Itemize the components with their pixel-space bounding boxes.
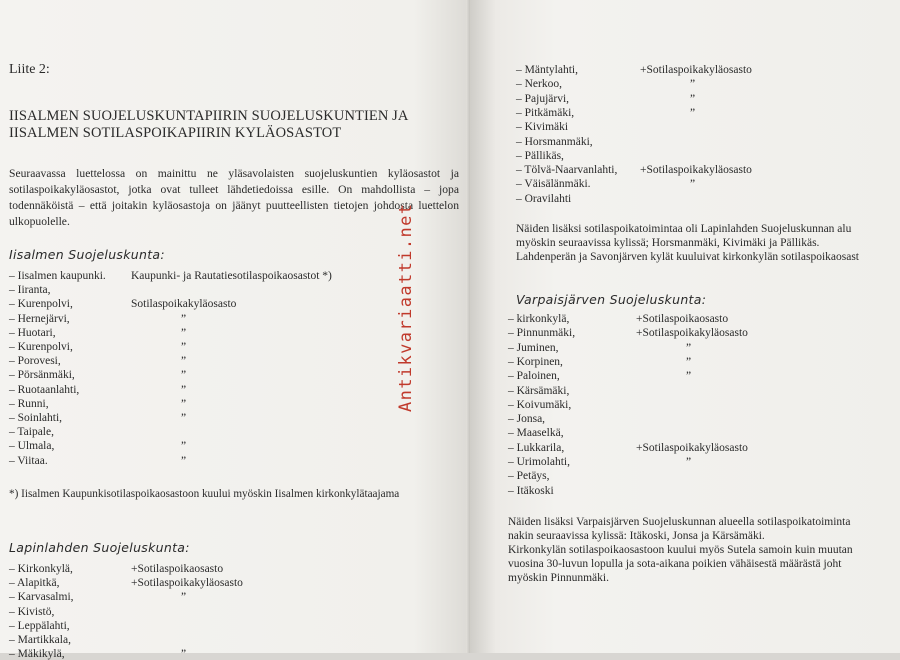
village-section-type: ” (181, 369, 187, 382)
village-name: – Juminen, (508, 341, 559, 354)
village-section-type: +Sotilaspoikakyläosasto (640, 164, 752, 177)
lapinlahti-heading: Lapinlahden Suojeluskunta: (9, 540, 190, 555)
village-name: – Kurenpolvi, (9, 298, 73, 311)
village-name: – Hernejärvi, (9, 312, 70, 325)
footnote: *) Iisalmen Kaupunkisotilaspoikaosastoon kuului myöskin Iisalmen kirkonkylätaajama (9, 488, 400, 500)
village-name: – Oravilahti (516, 192, 572, 205)
village-name: – Väisälänmäki. (516, 178, 591, 191)
paragraph-line: Näiden lisäksi Varpaisjärven Suojeluskunnan alueella sotilaspoikatoiminta (508, 516, 851, 528)
paragraph-line: myöskin Pinnunmäki. (508, 572, 609, 584)
village-section-type: ” (686, 370, 692, 383)
village-name: – Urimolahti, (508, 456, 570, 468)
intro-paragraph: Seuraavassa luettelossa on mainittu ne yläsavolaisten suojeluskuntien kyläosastot ja sotilaspoikakyläosastot, jotka ovat tulleet lähdetiedoissa esille. On mahdollista – jopa todennäköistä – että joitakin kyläosastoja on jäänyt puutteellisten tietojen johdosta luettelon ulkopuolelle. (9, 167, 459, 228)
paragraph-line: vuosina 30-luvun lopulla ja sota-aikana poikien vähäisestä määrästä joht (508, 558, 842, 570)
page-title (9, 108, 408, 142)
village-name: – Itäkoski (508, 484, 554, 497)
village-section-type: ” (686, 341, 692, 354)
village-section-type: ” (181, 326, 187, 339)
village-section-type: +Sotilaspoikakyläosasto (640, 64, 752, 76)
village-section-type: Kaupunki- ja Rautatiesotilaspoikaosastot *) (131, 270, 332, 282)
village-section-type: +Sotilaspoikakyläosasto (636, 441, 748, 454)
paragraph-line: Kirkonkylän sotilaspoikaosastoon kuului myös Sutela samoin kuin muutan (508, 544, 853, 556)
village-name: – Jonsa, (508, 413, 546, 426)
village-name: – Martikkala, (9, 634, 71, 646)
village-name: – kirkonkylä, (508, 313, 570, 325)
title-line-2: IISALMEN SOTILASPOIKAPIIRIN KYLÄOSASTOT (9, 125, 342, 141)
village-section-type: ” (686, 456, 692, 468)
paragraph-line: myöskin seuraavissa kylissä; Horsmanmäki, Kivimäki ja Pällikäs. (516, 237, 820, 249)
village-name: – Ulmala, (9, 440, 55, 453)
village-section-type: ” (686, 355, 692, 368)
village-section-type: ” (181, 412, 187, 424)
village-name: – Tölvä-Naarvanlahti, (516, 164, 618, 177)
village-name: – Korpinen, (508, 355, 563, 368)
village-section-type: +Sotilaspoikakyläosasto (636, 327, 748, 340)
village-name: – Petäys, (508, 470, 550, 483)
village-name: – Koivumäki, (508, 398, 572, 411)
village-name: – Pinnunmäki, (508, 327, 576, 340)
village-name: – Soinlahti, (9, 412, 63, 424)
village-section-type: ” (181, 341, 187, 353)
village-section-type: +Sotilaspoikakyläosasto (131, 577, 243, 590)
village-name: – Pajujärvi, (516, 92, 570, 105)
village-name: – Karvasalmi, (9, 591, 74, 604)
village-name: – Iiranta, (9, 284, 51, 297)
village-name: – Pörsänmäki, (9, 369, 75, 382)
village-section-type: ” (181, 397, 187, 410)
varpaisjarvi-extra-paragraph (508, 515, 853, 585)
village-name: – Porovesi, (9, 355, 61, 368)
village-section-type: +Sotilaspoikaosasto (131, 563, 224, 575)
village-name: – Mäntylahti, (516, 64, 578, 76)
village-name: – Alapitkä, (9, 577, 60, 590)
village-section-type: ” (690, 78, 696, 91)
village-section-type: ” (690, 178, 696, 191)
village-name: – Kirkonkylä, (9, 563, 73, 575)
village-section-type: +Sotilaspoikaosasto (636, 313, 729, 325)
iisalmi-heading: Iisalmen Suojeluskunta: (9, 247, 165, 262)
village-name: – Nerkoo, (516, 78, 562, 91)
title-line-1: IISALMEN SUOJELUSKUNTAPIIRIN SUOJELUSKUNTIEN JA (9, 108, 409, 124)
village-name: – Pitkämäki, (516, 106, 575, 119)
village-name: – Kurenpolvi, (9, 341, 73, 353)
paragraph-line: Lahdenperän ja Savonjärven kylät kuuluivat kirkonkylän sotilaspoikaosast (516, 251, 860, 263)
paragraph-line: Näiden lisäksi sotilaspoikatoimintaa oli Lapinlahden Suojeluskunnan alu (516, 223, 852, 235)
appendix-label: Liite 2: (9, 62, 50, 77)
village-name: – Taipale, (9, 426, 54, 439)
village-name: – Leppälahti, (9, 619, 70, 632)
village-name: – Kärsämäki, (508, 384, 570, 397)
village-section-type: Sotilaspoikakyläosasto (131, 298, 237, 311)
lapinlahti-extra-paragraph (516, 222, 859, 264)
village-section-type: ” (181, 312, 187, 325)
village-section-type: ” (181, 454, 187, 467)
village-name: – Huotari, (9, 326, 56, 339)
village-name: – Maaselkä, (508, 427, 564, 440)
village-name: – Paloinen, (508, 370, 560, 383)
village-section-type: ” (181, 648, 187, 660)
village-name: – Kivistö, (9, 605, 55, 618)
village-section-type: ” (181, 383, 187, 396)
village-section-type: ” (690, 106, 696, 119)
village-name: – Horsmanmäki, (516, 135, 593, 148)
village-name: – Ruotaanlahti, (9, 383, 80, 396)
village-name: – Iisalmen kaupunki. (9, 270, 106, 282)
village-section-type: ” (181, 440, 187, 453)
village-section-type: ” (181, 355, 187, 368)
varpaisjarvi-heading: Varpaisjärven Suojeluskunta: (516, 292, 707, 307)
village-name: – Lukkarila, (508, 441, 565, 454)
village-name: – Pällikäs, (516, 149, 564, 162)
right-page (470, 0, 900, 653)
village-name: – Kivimäki (516, 121, 569, 134)
village-section-type: ” (181, 591, 187, 604)
village-name: – Runni, (9, 397, 49, 410)
paragraph-line: nakin seuraavissa kylissä: Itäkoski, Jonsa ja Kärsämäki. (508, 530, 765, 542)
village-name: – Mäkikylä, (9, 648, 65, 660)
village-name: – Viitaa. (9, 454, 48, 467)
village-section-type: ” (690, 92, 696, 105)
watermark-text: Antikvariaatti.net (396, 202, 416, 412)
